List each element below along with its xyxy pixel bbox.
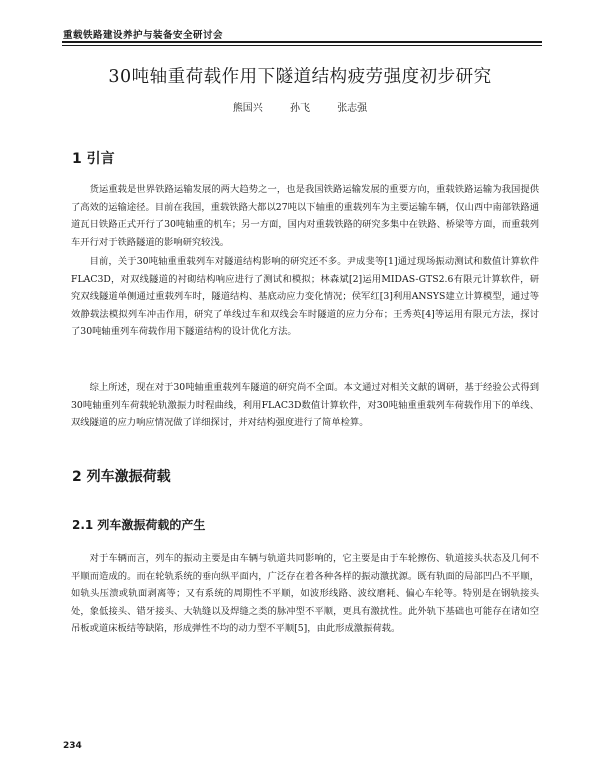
header-rule-thin: [62, 45, 542, 46]
author-list: [0, 99, 600, 114]
author-name: 张志强: [337, 103, 368, 114]
header-rule-thick: [62, 41, 542, 43]
author-name: 孙飞: [290, 103, 310, 114]
running-head: 重载铁路建设养护与装备安全研讨会: [63, 30, 224, 41]
body-paragraph: 综上所述，现在对于30吨轴重重载列车隧道的研究尚不全面。本文通过对相关文献的调研，基于经验公式得到30吨轴重列车荷载轮轨激振力时程曲线，利用FLAC3D数值计算软件，对30吨轴重重载列车荷载作用下的单线、双线隧道的应力响应情况做了详细探讨，并对结构强度进行了简单检算。: [71, 382, 539, 429]
subsection-heading-load-generation: 2.1 列车激振荷载的产生: [72, 518, 206, 532]
section-heading-train-vibration-load: 2 列车激振荷载: [72, 469, 171, 485]
body-paragraph: 对于车辆而言，列车的振动主要是由车辆与轨道共同影响的，它主要是由于车轮擦伤、轨道接头状态及几何不平顺而造成的。而在轮轨系统的垂向纵平面内，广泛存在着各种各样的振动激扰源。既有轨面的局部凹凸不平顺，如轨头压溃或轨面剥离等；又有系统的周期性不平顺，如波形线路、波纹磨耗、偏心车轮等。特别是在钢轨接头处，象低接头、错牙接头、大轨缝以及焊缝之类的脉冲型不平顺，更具有激扰性。此外轨下基础也可能存在诸如空吊板或道床板结等缺陷，形成弹性不均的动力型不平顺[5]，由此形成激振荷载。: [71, 553, 539, 635]
author-name: 熊国兴: [232, 103, 263, 114]
body-paragraph: 货运重载是世界铁路运输发展的两大趋势之一，也是我国铁路运输发展的重要方向，重载铁路运输为我国提供了高效的运输途径。目前在我国，重载铁路大都以27吨以下轴重的重载列车为主要运输车辆，仅山西中南部铁路通道瓦日铁路正式开行了30吨轴重的机车；另一方面，国内对重载铁路的研究多集中在铁路、桥梁等方面，而重载列车开行对于铁路隧道的影响研究较浅。: [71, 184, 539, 248]
section-heading-introduction: 1 引言: [72, 151, 115, 167]
paper-title: 30吨轴重荷载作用下隧道结构疲劳强度初步研究: [108, 67, 492, 87]
page-number: 234: [63, 741, 82, 751]
body-paragraph: 目前，关于30吨轴重重载列车对隧道结构影响的研究还不多。尹成斐等[1]通过现场振动测试和数值计算软件FLAC3D，对双线隧道的衬砌结构响应进行了测试和模拟；林森斌[2]运用MIDAS-GTS2.6有限元计算软件，研究双线隧道单侧通过重载列车时，隧道结构、基底动应力变化情况；侯军红[3]利用ANSYS建立计算模型，通过等效静载法模拟列车冲击作用，研究了单线过车和双线会车时隧道的应力分布；王秀英[4]等运用有限元方法，探讨了30吨轴重列车荷载作用下隧道结构的设计优化方法。: [71, 256, 539, 338]
